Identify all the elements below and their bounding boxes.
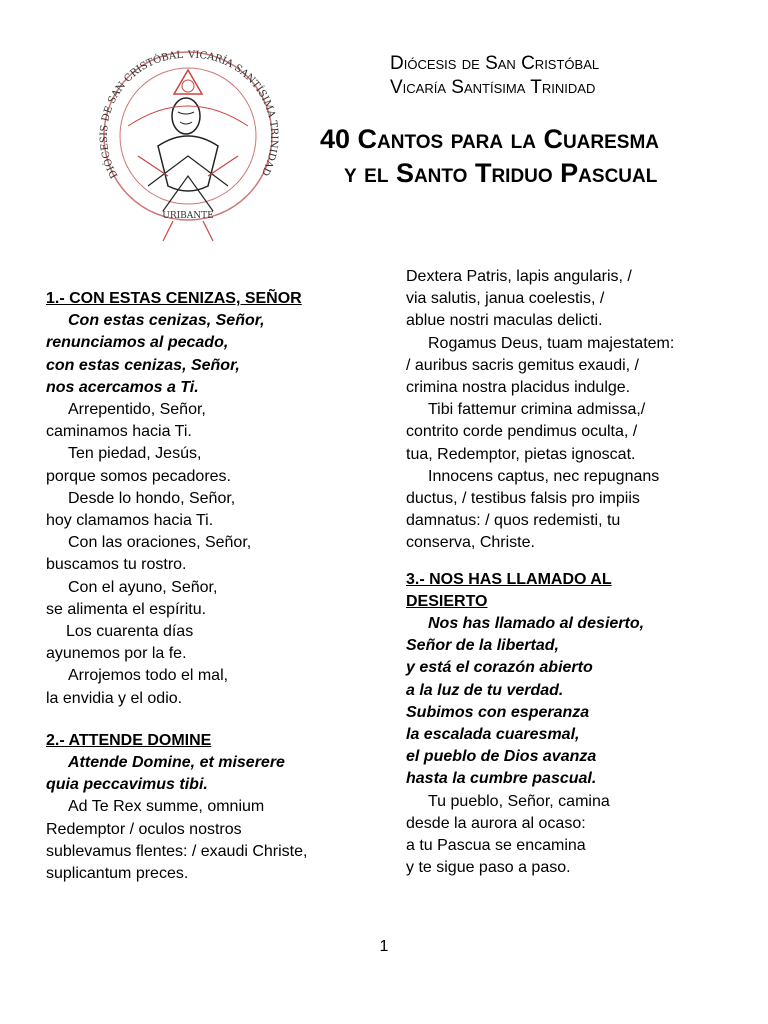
chorus-line: Attende Domine, et miserere (68, 754, 285, 772)
chorus-line: hasta la cumbre pascual. (406, 770, 597, 788)
verse-line: hoy clamamos hacia Ti. (46, 512, 214, 530)
chorus-line: renunciamos al pecado, (46, 334, 229, 352)
vicaria-name: Vicaría Santísima Trinidad (390, 77, 596, 98)
verse-line: caminamos hacia Ti. (46, 423, 192, 441)
document-header (300, 52, 760, 190)
document-title (300, 122, 760, 190)
verse-line: ayunemos por la fe. (46, 645, 187, 663)
verse-line: Dextera Patris, lapis angularis, / (406, 268, 632, 285)
verse-line: Arrojemos todo el mal, (68, 667, 229, 685)
song-1-heading: 1.- CON ESTAS CENIZAS, SEÑOR (46, 290, 302, 307)
verse-line: / auribus sacris gemitus exaudi, / (406, 356, 639, 374)
verse-line: porque somos pecadores. (46, 467, 231, 485)
chorus-line: Con estas cenizas, Señor, (68, 312, 265, 330)
verse-line: se alimenta el espíritu. (46, 600, 207, 618)
verse-line: Con las oraciones, Señor, (68, 534, 252, 552)
song-2-heading: 2.- ATTENDE DOMINE (46, 731, 212, 749)
verse-line: ablue nostri maculas delicti. (406, 312, 603, 330)
verse-line: Innocens captus, nec repugnans (428, 467, 660, 485)
song-3-heading-line-1: 3.- NOS HAS LLAMADO AL (406, 570, 612, 588)
chorus-line: Subimos con esperanza (406, 703, 590, 721)
title-line-1: 40 Cantos para la Cuaresma (320, 124, 660, 154)
verse-line: Tibi fattemur crimina admissa,/ (428, 401, 646, 419)
verse-line: la envidia y el odio. (46, 689, 183, 707)
verse-line: Redemptor / oculos nostros (46, 820, 242, 838)
seal-bottom-text: URIBANTE (162, 211, 214, 221)
verse-line: sublevamus flentes: / exaudi Christe, (46, 842, 308, 860)
verse-line: Arrepentido, Señor, (68, 401, 206, 419)
verse-line: desde la aurora al ocaso: (406, 814, 586, 832)
verse-line: Tu pueblo, Señor, camina (428, 792, 610, 810)
verse-line: via salutis, janua coelestis, / (406, 290, 605, 308)
verse-line: buscamos tu rostro. (46, 556, 187, 574)
chorus-line: a la luz de tu verdad. (406, 681, 564, 699)
diocese-seal-logo (88, 36, 288, 246)
verse-line: ductus, / testibus falsis pro impiis (406, 490, 640, 508)
verse-line: Con el ayuno, Señor, (68, 578, 218, 596)
title-line-2: y el Santo Triduo Pascual (344, 158, 658, 188)
chorus-line: nos acercamos a Ti. (46, 378, 199, 396)
verse-line: a tu Pascua se encamina (406, 837, 586, 855)
chorus-line: con estas cenizas, Señor, (46, 356, 240, 374)
seal-ring-text-right: VICARÍA SANTÍSIMA TRINIDAD (187, 49, 280, 178)
chorus-line: Nos has llamado al desierto, (428, 615, 645, 633)
verse-line: Rogamus Deus, tuam majestatem: (428, 334, 675, 352)
verse-line: crimina nostra placidus indulge. (406, 379, 631, 397)
verse-line: Desde lo hondo, Señor, (68, 489, 236, 507)
verse-line: suplicantum preces. (46, 865, 189, 883)
left-column (46, 288, 386, 885)
verse-line: damnatus: / quos redemisti, tu (406, 512, 621, 530)
chorus-line: Señor de la libertad, (406, 637, 559, 655)
verse-line: contrito corde pendimus oculta, / (406, 423, 638, 441)
song-3-heading-line-2: DESIERTO (406, 592, 488, 610)
verse-line: Los cuarenta días (66, 623, 194, 641)
chorus-line: quia peccavimus tibi. (46, 776, 208, 794)
chorus-line: el pueblo de Dios avanza (406, 748, 597, 766)
right-column (406, 266, 746, 879)
verse-line: Ad Te Rex summe, omnium (68, 798, 265, 816)
diocese-name: Diócesis de San Cristóbal (390, 53, 600, 74)
verse-line: conserva, Christe. (406, 534, 535, 552)
verse-line: tua, Redemptor, pietas ignoscat. (406, 445, 636, 463)
verse-line: y te sigue paso a paso. (406, 859, 571, 877)
page-number: 1 (379, 938, 389, 955)
seal-ring-text-left: DIÓCESIS DE SAN CRISTÓBAL (98, 49, 184, 180)
verse-line: Ten piedad, Jesús, (68, 445, 202, 463)
chorus-line: y está el corazón abierto (406, 659, 593, 677)
chorus-line: la escalada cuaresmal, (406, 726, 580, 744)
